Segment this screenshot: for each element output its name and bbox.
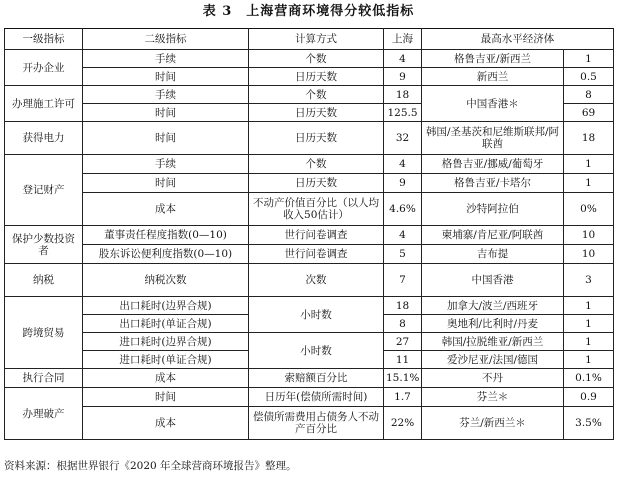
- best-value-cell: 69: [564, 104, 614, 122]
- level1-cell: 获得电力: [5, 122, 83, 155]
- level1-cell: 办理破产: [5, 388, 83, 440]
- method-cell: 偿债所需费用占债务人不动产百分比: [249, 407, 384, 440]
- best-value-cell: 1: [564, 297, 614, 315]
- level2-cell: 时间: [83, 68, 249, 86]
- table-title: 表 3 上海营商环境得分较低指标: [202, 4, 415, 19]
- best-value-cell: 10: [564, 226, 614, 245]
- best-economy-cell: 吉布提: [422, 245, 564, 264]
- method-cell: 不动产价值百分比（以人均收入50估计）: [249, 193, 384, 226]
- best-value-cell: 0%: [564, 193, 614, 226]
- best-value-cell: 1: [564, 351, 614, 369]
- source-note: 资料来源：根据世界银行《2020 年全球营商环境报告》整理。: [4, 460, 297, 472]
- best-economy-cell: 新西兰: [422, 68, 564, 86]
- table-row: [5, 245, 614, 264]
- method-cell: 日历天数: [249, 174, 384, 193]
- table-row: [5, 333, 614, 351]
- level2-cell: 董事责任程度指数(0—10): [83, 226, 249, 245]
- shanghai-cell: 27: [384, 333, 422, 351]
- table-row: [5, 155, 614, 174]
- best-economy-cell: 韩国/圣基茨和尼维斯联邦/阿联酋: [422, 122, 564, 155]
- table-row: [5, 174, 614, 193]
- shanghai-cell: 22%: [384, 407, 422, 440]
- method-cell: 索赔额百分比: [249, 369, 384, 388]
- level2-cell: 时间: [83, 174, 249, 193]
- best-value-cell: 1: [564, 50, 614, 68]
- shanghai-cell: 9: [384, 174, 422, 193]
- shanghai-cell: 15.1%: [384, 369, 422, 388]
- level2-cell: 成本: [83, 407, 249, 440]
- table-row: [5, 388, 614, 407]
- level2-cell: 进口耗时(边界合规): [83, 333, 249, 351]
- level2-cell: 成本: [83, 369, 249, 388]
- best-economy-cell: 沙特阿拉伯: [422, 193, 564, 226]
- indicator-table: [4, 28, 614, 440]
- best-economy-cell: 柬埔寨/肯尼亚/阿联酋: [422, 226, 564, 245]
- level2-cell: 股东诉讼便利度指数(0—10): [83, 245, 249, 264]
- level2-cell: 进口耗时(单证合规): [83, 351, 249, 369]
- shanghai-cell: 9: [384, 68, 422, 86]
- best-economy-cell: 中国香港: [422, 264, 564, 297]
- shanghai-cell: 4.6%: [384, 193, 422, 226]
- best-value-cell: 1: [564, 155, 614, 174]
- level1-cell: 保护少数投资者: [5, 226, 83, 264]
- method-cell: 世行问卷调查: [249, 245, 384, 264]
- best-economy-cell: 不丹: [422, 369, 564, 388]
- shanghai-cell: 32: [384, 122, 422, 155]
- best-economy-cell: 格鲁吉亚/新西兰: [422, 50, 564, 68]
- best-value-cell: 10: [564, 245, 614, 264]
- level1-cell: 开办企业: [5, 50, 83, 86]
- level2-cell: 成本: [83, 193, 249, 226]
- best-value-cell: 8: [564, 86, 614, 104]
- level1-cell: 跨境贸易: [5, 297, 83, 369]
- best-economy-cell: 奥地利/比利时/丹麦: [422, 315, 564, 333]
- header-shanghai: 上海: [384, 29, 422, 50]
- method-cell: 次数: [249, 264, 384, 297]
- level1-cell: 办理施工许可: [5, 86, 83, 122]
- header-best: 最高水平经济体: [422, 29, 614, 50]
- table-row: [5, 50, 614, 68]
- best-economy-cell: 芬兰/新西兰＊: [422, 407, 564, 440]
- level2-cell: 纳税次数: [83, 264, 249, 297]
- shanghai-cell: 1.7: [384, 388, 422, 407]
- method-cell: 个数: [249, 155, 384, 174]
- shanghai-cell: 4: [384, 226, 422, 245]
- best-value-cell: 0.1%: [564, 369, 614, 388]
- best-value-cell: 1: [564, 315, 614, 333]
- best-economy-cell: 中国香港＊: [422, 86, 564, 122]
- table-row: [5, 369, 614, 388]
- level2-cell: 手续: [83, 50, 249, 68]
- best-economy-cell: 格鲁吉亚/卡塔尔: [422, 174, 564, 193]
- table-row: [5, 226, 614, 245]
- best-economy-cell: 加拿大/波兰/西班牙: [422, 297, 564, 315]
- shanghai-cell: 125.5: [384, 104, 422, 122]
- level2-cell: 出口耗时(单证合规): [83, 315, 249, 333]
- best-economy-cell: 格鲁吉亚/挪威/葡萄牙: [422, 155, 564, 174]
- header-level2: 二级指标: [83, 29, 249, 50]
- level1-cell: 登记财产: [5, 155, 83, 226]
- method-cell: 个数: [249, 50, 384, 68]
- level2-cell: 时间: [83, 122, 249, 155]
- best-value-cell: 0.5: [564, 68, 614, 86]
- table-row: [5, 122, 614, 155]
- level1-cell: 纳税: [5, 264, 83, 297]
- best-value-cell: 3: [564, 264, 614, 297]
- level2-cell: 时间: [83, 388, 249, 407]
- method-cell: 个数: [249, 86, 384, 104]
- table-row: [5, 193, 614, 226]
- shanghai-cell: 4: [384, 50, 422, 68]
- best-value-cell: 1: [564, 174, 614, 193]
- best-economy-cell: 爱沙尼亚/法国/德国: [422, 351, 564, 369]
- method-cell: 日历天数: [249, 122, 384, 155]
- table-row: [5, 86, 614, 104]
- shanghai-cell: 18: [384, 297, 422, 315]
- method-cell: 小时数: [249, 297, 384, 333]
- best-economy-cell: 韩国/拉脱维亚/新西兰: [422, 333, 564, 351]
- shanghai-cell: 18: [384, 86, 422, 104]
- best-economy-cell: 芬兰＊: [422, 388, 564, 407]
- method-cell: 世行问卷调查: [249, 226, 384, 245]
- shanghai-cell: 8: [384, 315, 422, 333]
- level2-cell: 出口耗时(边界合规): [83, 297, 249, 315]
- header-level1: 一级指标: [5, 29, 83, 50]
- shanghai-cell: 7: [384, 264, 422, 297]
- shanghai-cell: 5: [384, 245, 422, 264]
- header-row: [5, 29, 614, 50]
- level1-cell: 执行合同: [5, 369, 83, 388]
- table-row: [5, 264, 614, 297]
- shanghai-cell: 11: [384, 351, 422, 369]
- method-cell: 日历年(偿债所需时间): [249, 388, 384, 407]
- header-method: 计算方式: [249, 29, 384, 50]
- table-row: [5, 407, 614, 440]
- level2-cell: 时间: [83, 104, 249, 122]
- shanghai-cell: 4: [384, 155, 422, 174]
- level2-cell: 手续: [83, 155, 249, 174]
- best-value-cell: 18: [564, 122, 614, 155]
- level2-cell: 手续: [83, 86, 249, 104]
- table-row: [5, 68, 614, 86]
- best-value-cell: 3.5%: [564, 407, 614, 440]
- method-cell: 日历天数: [249, 104, 384, 122]
- table-row: [5, 297, 614, 315]
- best-value-cell: 1: [564, 333, 614, 351]
- method-cell: 日历天数: [249, 68, 384, 86]
- best-value-cell: 0.9: [564, 388, 614, 407]
- method-cell: 小时数: [249, 333, 384, 369]
